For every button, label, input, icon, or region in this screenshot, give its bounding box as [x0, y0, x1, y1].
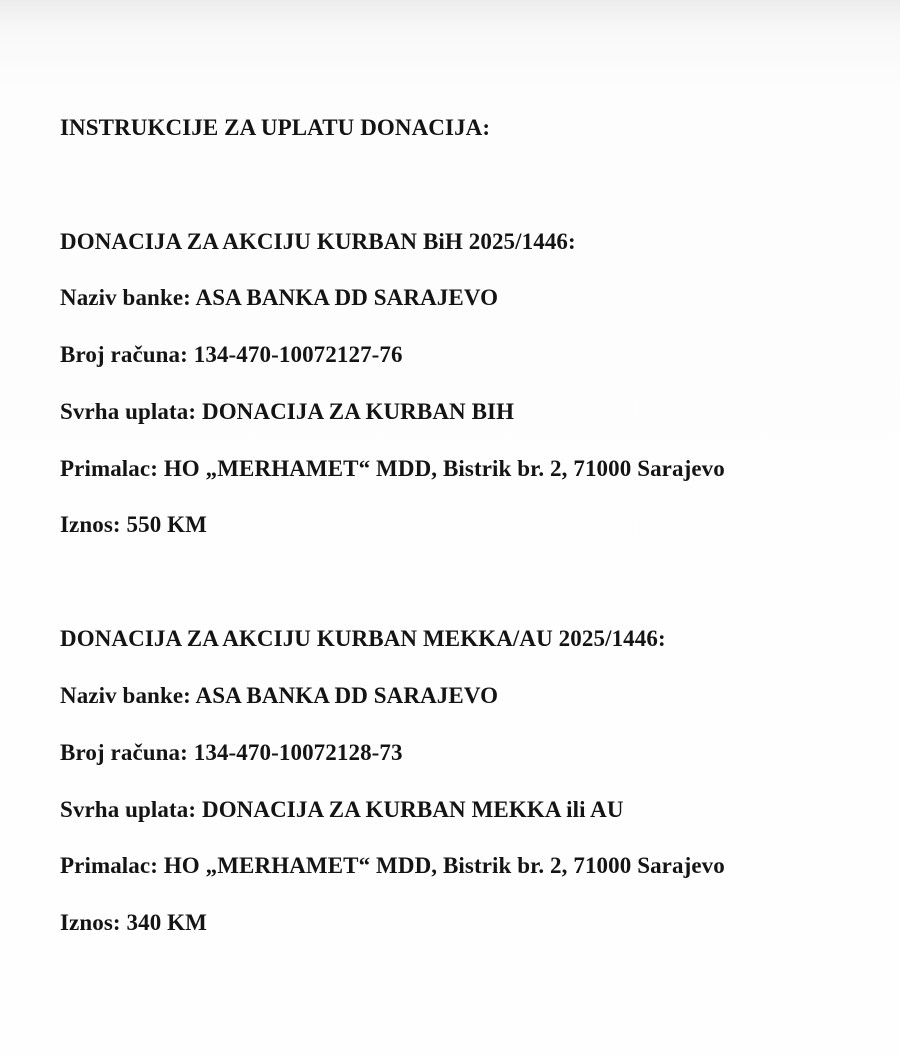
- document-title: INSTRUKCIJE ZA UPLATU DONACIJA:: [60, 115, 491, 140]
- bank-name: Naziv banke: ASA BANKA DD SARAJEVO: [60, 285, 499, 310]
- recipient: Primalac: HO „MERHAMET“ MDD, Bistrik br. 2, 71000 Sarajevo: [60, 853, 725, 878]
- amount: Iznos: 340 KM: [60, 910, 207, 935]
- section-heading: DONACIJA ZA AKCIJU KURBAN MEKKA/AU 2025/1446:: [60, 626, 666, 651]
- section-heading: DONACIJA ZA AKCIJU KURBAN BiH 2025/1446:: [60, 229, 576, 254]
- amount: Iznos: 550 KM: [60, 512, 207, 537]
- account-number: Broj računa: 134-470-10072127-76: [60, 342, 403, 367]
- payment-purpose: Svrha uplata: DONACIJA ZA KURBAN BIH: [60, 399, 515, 424]
- payment-purpose: Svrha uplata: DONACIJA ZA KURBAN MEKKA ili AU: [60, 797, 624, 822]
- recipient: Primalac: HO „MERHAMET“ MDD, Bistrik br. 2, 71000 Sarajevo: [60, 456, 725, 481]
- account-number: Broj računa: 134-470-10072128-73: [60, 740, 403, 765]
- bank-name: Naziv banke: ASA BANKA DD SARAJEVO: [60, 683, 499, 708]
